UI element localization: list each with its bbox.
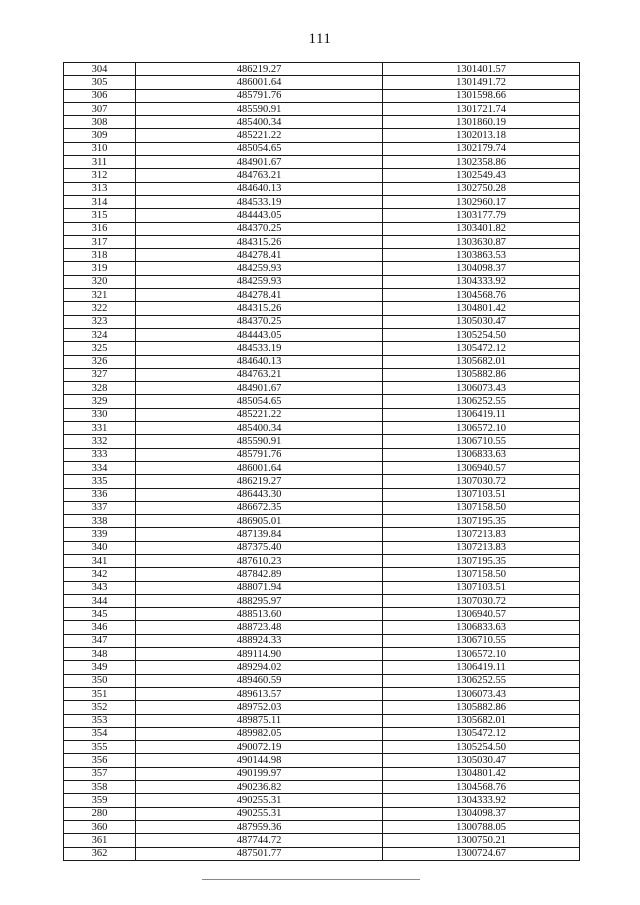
table-row — [64, 262, 580, 275]
point-number-cell: 330 — [64, 408, 136, 421]
y-coordinate-cell: 1305030.47 — [383, 754, 580, 767]
x-coordinate-cell: 485054.65 — [136, 395, 383, 408]
table-row — [64, 209, 580, 222]
table-row — [64, 156, 580, 169]
y-coordinate-cell: 1304333.92 — [383, 275, 580, 288]
table-row — [64, 807, 580, 820]
table-row — [64, 701, 580, 714]
x-coordinate-cell: 487375.40 — [136, 541, 383, 554]
table-row — [64, 634, 580, 647]
x-coordinate-cell: 488071.94 — [136, 581, 383, 594]
table-row — [64, 727, 580, 740]
point-number-cell: 344 — [64, 594, 136, 607]
y-coordinate-cell: 1307030.72 — [383, 475, 580, 488]
x-coordinate-cell: 484443.05 — [136, 328, 383, 341]
point-number-cell: 331 — [64, 422, 136, 435]
y-coordinate-cell: 1303177.79 — [383, 209, 580, 222]
y-coordinate-cell: 1304098.37 — [383, 807, 580, 820]
x-coordinate-cell: 490236.82 — [136, 781, 383, 794]
y-coordinate-cell: 1303401.82 — [383, 222, 580, 235]
table-row — [64, 63, 580, 76]
x-coordinate-cell: 486219.27 — [136, 63, 383, 76]
x-coordinate-cell: 489752.03 — [136, 701, 383, 714]
point-number-cell: 310 — [64, 142, 136, 155]
point-number-cell: 317 — [64, 235, 136, 248]
point-number-cell: 315 — [64, 209, 136, 222]
table-row — [64, 528, 580, 541]
table-row — [64, 767, 580, 780]
point-number-cell: 312 — [64, 169, 136, 182]
point-number-cell: 280 — [64, 807, 136, 820]
x-coordinate-cell: 484278.41 — [136, 289, 383, 302]
x-coordinate-cell: 484315.26 — [136, 302, 383, 315]
point-number-cell: 352 — [64, 701, 136, 714]
x-coordinate-cell: 487842.89 — [136, 568, 383, 581]
x-coordinate-cell: 484763.21 — [136, 169, 383, 182]
point-number-cell: 349 — [64, 661, 136, 674]
y-coordinate-cell: 1306073.43 — [383, 687, 580, 700]
point-number-cell: 320 — [64, 275, 136, 288]
point-number-cell: 332 — [64, 435, 136, 448]
point-number-cell: 360 — [64, 820, 136, 833]
table-row — [64, 754, 580, 767]
point-number-cell: 346 — [64, 621, 136, 634]
y-coordinate-cell: 1304568.76 — [383, 289, 580, 302]
point-number-cell: 333 — [64, 448, 136, 461]
point-number-cell: 345 — [64, 608, 136, 621]
point-number-cell: 342 — [64, 568, 136, 581]
x-coordinate-cell: 490255.31 — [136, 807, 383, 820]
y-coordinate-cell: 1302179.74 — [383, 142, 580, 155]
point-number-cell: 324 — [64, 328, 136, 341]
y-coordinate-cell: 1301401.57 — [383, 63, 580, 76]
x-coordinate-cell: 488295.97 — [136, 594, 383, 607]
y-coordinate-cell: 1307158.50 — [383, 501, 580, 514]
x-coordinate-cell: 484640.13 — [136, 182, 383, 195]
table-row — [64, 794, 580, 807]
y-coordinate-cell: 1304801.42 — [383, 302, 580, 315]
x-coordinate-cell: 484443.05 — [136, 209, 383, 222]
coordinates-table — [63, 62, 580, 861]
y-coordinate-cell: 1302358.86 — [383, 156, 580, 169]
y-coordinate-cell: 1305254.50 — [383, 741, 580, 754]
table-row — [64, 661, 580, 674]
y-coordinate-cell: 1301721.74 — [383, 102, 580, 115]
y-coordinate-cell: 1306940.57 — [383, 608, 580, 621]
y-coordinate-cell: 1300750.21 — [383, 834, 580, 847]
table-row — [64, 714, 580, 727]
y-coordinate-cell: 1307213.83 — [383, 541, 580, 554]
x-coordinate-cell: 484533.19 — [136, 342, 383, 355]
y-coordinate-cell: 1302960.17 — [383, 195, 580, 208]
x-coordinate-cell: 486905.01 — [136, 515, 383, 528]
point-number-cell: 336 — [64, 488, 136, 501]
table-row — [64, 554, 580, 567]
table-row — [64, 674, 580, 687]
x-coordinate-cell: 489875.11 — [136, 714, 383, 727]
table-row — [64, 395, 580, 408]
point-number-cell: 351 — [64, 687, 136, 700]
x-coordinate-cell: 489114.90 — [136, 648, 383, 661]
x-coordinate-cell: 484533.19 — [136, 195, 383, 208]
y-coordinate-cell: 1305682.01 — [383, 714, 580, 727]
x-coordinate-cell: 486001.64 — [136, 461, 383, 474]
y-coordinate-cell: 1305472.12 — [383, 342, 580, 355]
y-coordinate-cell: 1306419.11 — [383, 408, 580, 421]
table-row — [64, 142, 580, 155]
table-row — [64, 328, 580, 341]
x-coordinate-cell: 485400.34 — [136, 116, 383, 129]
point-number-cell: 318 — [64, 249, 136, 262]
page-number: 111 — [308, 31, 332, 47]
x-coordinate-cell: 485791.76 — [136, 89, 383, 102]
table-row — [64, 302, 580, 315]
y-coordinate-cell: 1306419.11 — [383, 661, 580, 674]
point-number-cell: 354 — [64, 727, 136, 740]
point-number-cell: 329 — [64, 395, 136, 408]
y-coordinate-cell: 1306940.57 — [383, 461, 580, 474]
x-coordinate-cell: 485054.65 — [136, 142, 383, 155]
y-coordinate-cell: 1302549.43 — [383, 169, 580, 182]
x-coordinate-cell: 489613.57 — [136, 687, 383, 700]
table-row — [64, 182, 580, 195]
x-coordinate-cell: 490199.97 — [136, 767, 383, 780]
table-row — [64, 355, 580, 368]
x-coordinate-cell: 487610.23 — [136, 554, 383, 567]
table-row — [64, 608, 580, 621]
y-coordinate-cell: 1300724.67 — [383, 847, 580, 860]
point-number-cell: 305 — [64, 76, 136, 89]
x-coordinate-cell: 484901.67 — [136, 156, 383, 169]
x-coordinate-cell: 488723.48 — [136, 621, 383, 634]
x-coordinate-cell: 487959.36 — [136, 820, 383, 833]
table-row — [64, 169, 580, 182]
table-row — [64, 594, 580, 607]
x-coordinate-cell: 487501.77 — [136, 847, 383, 860]
x-coordinate-cell: 484370.25 — [136, 222, 383, 235]
bottom-divider — [202, 879, 420, 880]
point-number-cell: 338 — [64, 515, 136, 528]
point-number-cell: 313 — [64, 182, 136, 195]
x-coordinate-cell: 485590.91 — [136, 435, 383, 448]
table-row — [64, 249, 580, 262]
x-coordinate-cell: 488924.33 — [136, 634, 383, 647]
x-coordinate-cell: 485221.22 — [136, 408, 383, 421]
point-number-cell: 304 — [64, 63, 136, 76]
table-row — [64, 422, 580, 435]
x-coordinate-cell: 484763.21 — [136, 368, 383, 381]
x-coordinate-cell: 487744.72 — [136, 834, 383, 847]
y-coordinate-cell: 1306833.63 — [383, 448, 580, 461]
table-row — [64, 275, 580, 288]
x-coordinate-cell: 490072.19 — [136, 741, 383, 754]
y-coordinate-cell: 1304801.42 — [383, 767, 580, 780]
y-coordinate-cell: 1306252.55 — [383, 674, 580, 687]
point-number-cell: 355 — [64, 741, 136, 754]
y-coordinate-cell: 1306833.63 — [383, 621, 580, 634]
y-coordinate-cell: 1301598.66 — [383, 89, 580, 102]
point-number-cell: 307 — [64, 102, 136, 115]
y-coordinate-cell: 1301860.19 — [383, 116, 580, 129]
y-coordinate-cell: 1304568.76 — [383, 781, 580, 794]
table-row — [64, 475, 580, 488]
point-number-cell: 335 — [64, 475, 136, 488]
y-coordinate-cell: 1306710.55 — [383, 634, 580, 647]
point-number-cell: 323 — [64, 315, 136, 328]
y-coordinate-cell: 1303863.53 — [383, 249, 580, 262]
table-row — [64, 222, 580, 235]
y-coordinate-cell: 1306572.10 — [383, 422, 580, 435]
table-row — [64, 515, 580, 528]
point-number-cell: 339 — [64, 528, 136, 541]
table-row — [64, 116, 580, 129]
y-coordinate-cell: 1307030.72 — [383, 594, 580, 607]
table-row — [64, 847, 580, 860]
x-coordinate-cell: 484370.25 — [136, 315, 383, 328]
point-number-cell: 334 — [64, 461, 136, 474]
table-row — [64, 129, 580, 142]
point-number-cell: 358 — [64, 781, 136, 794]
x-coordinate-cell: 485400.34 — [136, 422, 383, 435]
x-coordinate-cell: 489460.59 — [136, 674, 383, 687]
y-coordinate-cell: 1307195.35 — [383, 515, 580, 528]
x-coordinate-cell: 485221.22 — [136, 129, 383, 142]
table-row — [64, 834, 580, 847]
x-coordinate-cell: 485791.76 — [136, 448, 383, 461]
y-coordinate-cell: 1305682.01 — [383, 355, 580, 368]
y-coordinate-cell: 1305254.50 — [383, 328, 580, 341]
y-coordinate-cell: 1306710.55 — [383, 435, 580, 448]
x-coordinate-cell: 490144.98 — [136, 754, 383, 767]
table-row — [64, 820, 580, 833]
point-number-cell: 348 — [64, 648, 136, 661]
y-coordinate-cell: 1307195.35 — [383, 554, 580, 567]
x-coordinate-cell: 484259.93 — [136, 262, 383, 275]
y-coordinate-cell: 1303630.87 — [383, 235, 580, 248]
point-number-cell: 347 — [64, 634, 136, 647]
x-coordinate-cell: 486001.64 — [136, 76, 383, 89]
table-row — [64, 368, 580, 381]
y-coordinate-cell: 1305882.86 — [383, 701, 580, 714]
point-number-cell: 337 — [64, 501, 136, 514]
point-number-cell: 316 — [64, 222, 136, 235]
table-row — [64, 235, 580, 248]
x-coordinate-cell: 486672.35 — [136, 501, 383, 514]
x-coordinate-cell: 489294.02 — [136, 661, 383, 674]
table-row — [64, 195, 580, 208]
point-number-cell: 343 — [64, 581, 136, 594]
table-row — [64, 648, 580, 661]
table-row — [64, 568, 580, 581]
y-coordinate-cell: 1301491.72 — [383, 76, 580, 89]
point-number-cell: 357 — [64, 767, 136, 780]
table-row — [64, 315, 580, 328]
x-coordinate-cell: 484259.93 — [136, 275, 383, 288]
x-coordinate-cell: 487139.84 — [136, 528, 383, 541]
y-coordinate-cell: 1305882.86 — [383, 368, 580, 381]
y-coordinate-cell: 1306073.43 — [383, 382, 580, 395]
table-row — [64, 461, 580, 474]
y-coordinate-cell: 1307103.51 — [383, 488, 580, 501]
point-number-cell: 362 — [64, 847, 136, 860]
x-coordinate-cell: 485590.91 — [136, 102, 383, 115]
table-row — [64, 289, 580, 302]
table-row — [64, 408, 580, 421]
y-coordinate-cell: 1302750.28 — [383, 182, 580, 195]
x-coordinate-cell: 490255.31 — [136, 794, 383, 807]
point-number-cell: 314 — [64, 195, 136, 208]
x-coordinate-cell: 489982.05 — [136, 727, 383, 740]
y-coordinate-cell: 1300788.05 — [383, 820, 580, 833]
point-number-cell: 326 — [64, 355, 136, 368]
table-row — [64, 76, 580, 89]
x-coordinate-cell: 486219.27 — [136, 475, 383, 488]
point-number-cell: 321 — [64, 289, 136, 302]
table-row — [64, 687, 580, 700]
point-number-cell: 340 — [64, 541, 136, 554]
table-row — [64, 541, 580, 554]
point-number-cell: 308 — [64, 116, 136, 129]
table-row — [64, 382, 580, 395]
coordinates-table-body — [64, 63, 580, 861]
point-number-cell: 359 — [64, 794, 136, 807]
point-number-cell: 327 — [64, 368, 136, 381]
table-row — [64, 342, 580, 355]
point-number-cell: 322 — [64, 302, 136, 315]
point-number-cell: 309 — [64, 129, 136, 142]
y-coordinate-cell: 1302013.18 — [383, 129, 580, 142]
y-coordinate-cell: 1305030.47 — [383, 315, 580, 328]
y-coordinate-cell: 1307103.51 — [383, 581, 580, 594]
x-coordinate-cell: 484640.13 — [136, 355, 383, 368]
table-row — [64, 741, 580, 754]
point-number-cell: 319 — [64, 262, 136, 275]
table-row — [64, 435, 580, 448]
x-coordinate-cell: 486443.30 — [136, 488, 383, 501]
point-number-cell: 341 — [64, 554, 136, 567]
x-coordinate-cell: 484315.26 — [136, 235, 383, 248]
point-number-cell: 356 — [64, 754, 136, 767]
point-number-cell: 306 — [64, 89, 136, 102]
y-coordinate-cell: 1306252.55 — [383, 395, 580, 408]
point-number-cell: 311 — [64, 156, 136, 169]
table-row — [64, 102, 580, 115]
point-number-cell: 361 — [64, 834, 136, 847]
table-row — [64, 488, 580, 501]
table-row — [64, 448, 580, 461]
table-row — [64, 581, 580, 594]
y-coordinate-cell: 1304098.37 — [383, 262, 580, 275]
table-row — [64, 621, 580, 634]
point-number-cell: 325 — [64, 342, 136, 355]
y-coordinate-cell: 1306572.10 — [383, 648, 580, 661]
point-number-cell: 328 — [64, 382, 136, 395]
x-coordinate-cell: 484278.41 — [136, 249, 383, 262]
point-number-cell: 353 — [64, 714, 136, 727]
table-row — [64, 89, 580, 102]
table-row — [64, 781, 580, 794]
y-coordinate-cell: 1307213.83 — [383, 528, 580, 541]
y-coordinate-cell: 1304333.92 — [383, 794, 580, 807]
y-coordinate-cell: 1305472.12 — [383, 727, 580, 740]
point-number-cell: 350 — [64, 674, 136, 687]
table-row — [64, 501, 580, 514]
y-coordinate-cell: 1307158.50 — [383, 568, 580, 581]
x-coordinate-cell: 488513.60 — [136, 608, 383, 621]
x-coordinate-cell: 484901.67 — [136, 382, 383, 395]
